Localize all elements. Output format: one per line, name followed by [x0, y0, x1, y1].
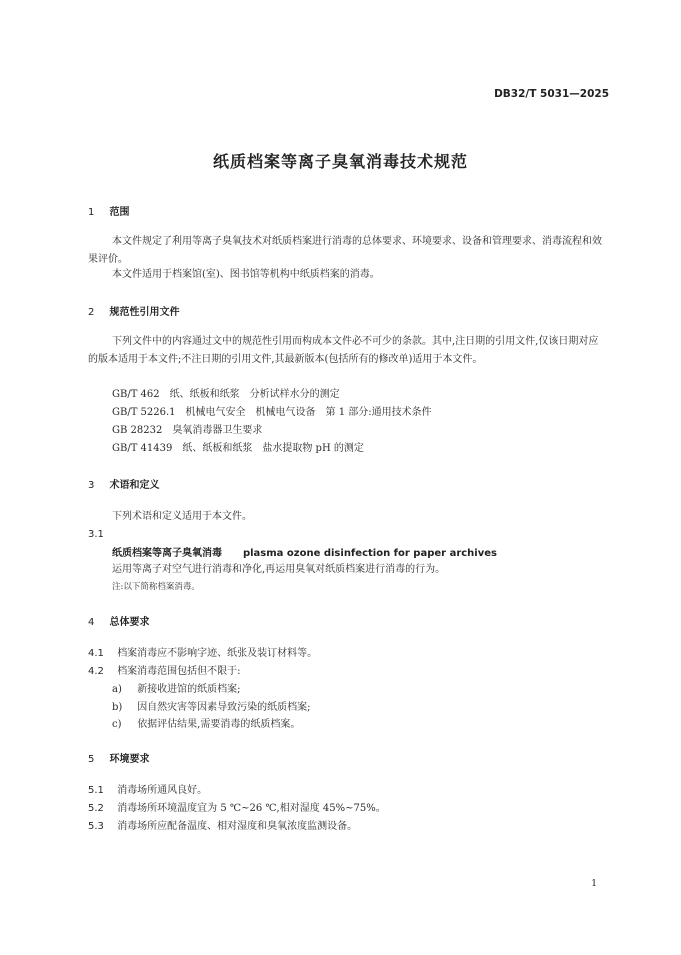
list-item-letter: a) — [112, 684, 122, 695]
section-title: 环境要求 — [109, 754, 150, 765]
term-note: 注:以下简称档案消毒。 — [112, 582, 200, 592]
section-number: 3 — [88, 480, 95, 491]
page-number: 1 — [591, 879, 597, 889]
list-item-text: 新接收进馆的纸质档案; — [137, 684, 241, 695]
list-item — [112, 716, 300, 734]
clause-number: 3.1 — [88, 529, 104, 540]
section-2-heading — [88, 303, 179, 318]
clause-text: 消毒场所应配备温度、相对湿度和臭氧浓度监测设备。 — [117, 821, 358, 832]
section-4-heading — [88, 613, 149, 628]
clause-number: 5.2 — [88, 803, 104, 814]
section-1-paragraph-2: 本文件适用于档案馆(室)、图书馆等机构中纸质档案的消毒。 — [112, 269, 380, 280]
clause-5-1 — [88, 782, 207, 800]
clause-4-2 — [88, 663, 241, 681]
document-title: 纸质档案等离子臭氧消毒技术规范 — [212, 152, 468, 171]
standard-code: DB32/T 5031—2025 — [494, 88, 609, 100]
section-number: 2 — [88, 307, 95, 318]
section-number: 5 — [88, 754, 95, 765]
term-chinese: 纸质档案等离子臭氧消毒 — [112, 548, 222, 559]
clause-number: 4.1 — [88, 648, 104, 659]
normative-reference: GB/T 462 纸、纸板和纸浆 分析试样水分的测定 — [112, 389, 340, 400]
section-number: 1 — [88, 207, 95, 218]
section-3-paragraph-1: 下列术语和定义适用于本文件。 — [112, 511, 252, 522]
section-3-heading — [88, 476, 159, 491]
section-title: 范围 — [109, 207, 130, 218]
list-item-text: 依据评估结果,需要消毒的纸质档案。 — [137, 719, 301, 730]
section-title: 术语和定义 — [109, 480, 160, 491]
clause-text: 消毒场所环境温度宜为 5 ℃~26 ℃,相对湿度 45%~75%。 — [117, 803, 386, 814]
list-item — [112, 699, 311, 717]
section-5-heading — [88, 750, 149, 765]
list-item-letter: b) — [112, 702, 123, 713]
list-item-letter: c) — [112, 719, 122, 730]
normative-reference: GB 28232 臭氧消毒器卫生要求 — [112, 425, 263, 436]
clause-number: 5.3 — [88, 821, 104, 832]
list-item — [112, 681, 241, 699]
term-entry — [112, 544, 497, 559]
section-1-heading — [88, 203, 129, 218]
section-number: 4 — [88, 617, 95, 628]
term-definition: 运用等离子对空气进行消毒和净化,再运用臭氧对纸质档案进行消毒的行为。 — [112, 564, 446, 575]
clause-4-1 — [88, 645, 317, 663]
clause-5-2 — [88, 800, 386, 818]
clause-text: 档案消毒范围包括但不限于: — [117, 666, 241, 677]
clause-number: 4.2 — [88, 666, 104, 677]
section-2-paragraph-1: 下列文件中的内容通过文中的规范性引用而构成本文件必不可少的条款。其中,注日期的引用文件,仅该日期对应的版本适用于本文件;不注日期的引用文件,其最新版本(包括所有的修改单)适用于本文件。 — [88, 336, 599, 365]
clause-text: 消毒场所通风良好。 — [117, 785, 208, 796]
list-item-text: 因自然灾害等因素导致污染的纸质档案; — [137, 702, 311, 713]
section-title: 规范性引用文件 — [109, 307, 180, 318]
term-english: plasma ozone disinfection for paper archives — [242, 548, 497, 559]
normative-reference: GB/T 5226.1 机械电气安全 机械电气设备 第 1 部分:通用技术条件 — [112, 407, 432, 418]
section-title: 总体要求 — [109, 617, 150, 628]
section-1-paragraph-1: 本文件规定了利用等离子臭氧技术对纸质档案进行消毒的总体要求、环境要求、设备和管理要求、消毒流程和效果评价。 — [88, 236, 602, 265]
clause-text: 档案消毒应不影响字迹、纸张及装订材料等。 — [117, 648, 318, 659]
clause-number: 5.1 — [88, 785, 104, 796]
clause-5-3 — [88, 818, 357, 836]
normative-reference: GB/T 41439 纸、纸板和纸浆 盐水提取物 pH 的测定 — [112, 443, 364, 454]
